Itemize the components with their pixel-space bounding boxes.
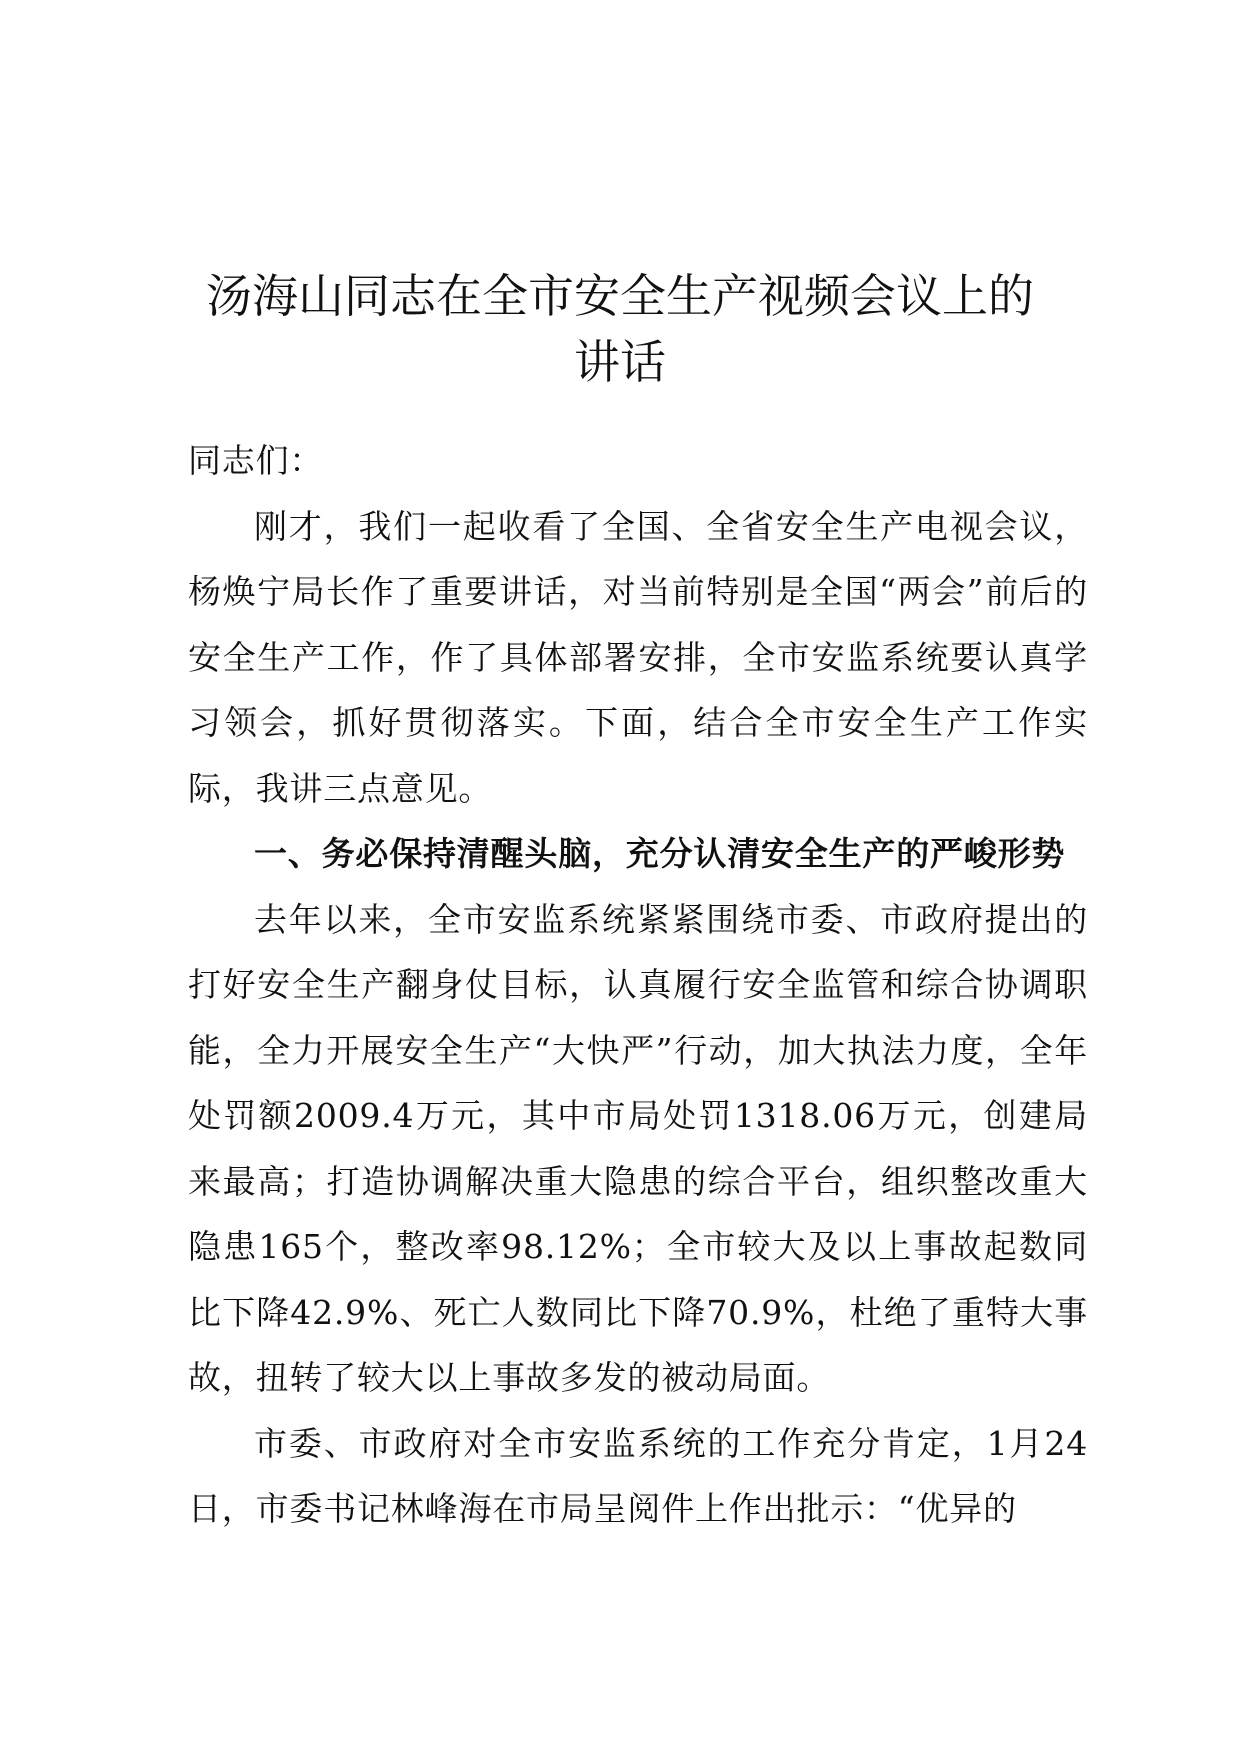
title-line-1: 汤海山同志在全市安全生产视频会议上的 xyxy=(206,268,1034,323)
paragraph-affirmation: 市委、市政府对全市安监系统的工作充分肯定，1月24日，市委书记林峰海在市局呈阅件上作出批示：“优异的 xyxy=(188,1423,1088,1528)
title-line-2: 讲话 xyxy=(574,334,666,389)
paragraph-achievements: 去年以来，全市安监系统紧紧围绕市委、市政府提出的打好安全生产翻身仗目标，认真履行安全监管和综合协调职能，全力开展安全生产“大快严”行动，加大执法力度，全年处罚额2009.4万元，其中市局处罚1318.06万元，创建局来最高；打造协调解决重大隐患的综合平台，组织整改重大隐患165个，整改率98.12%；全市较大及以上事故起数同比下降42.9%、死亡人数同比下降70.9%，杜绝了重特大事故，扭转了较大以上事故多发的被动局面。 xyxy=(188,899,1088,1397)
section-heading-1: 一、务必保持清醒头脑，充分认清安全生产的严峻形势 xyxy=(254,834,1066,873)
document-body xyxy=(188,428,1088,1542)
salutation: 同志们： xyxy=(188,441,324,480)
document-title xyxy=(150,263,1090,395)
paragraph-intro: 刚才，我们一起收看了全国、全省安全生产电视会议，杨焕宁局长作了重要讲话，对当前特别是全国“两会”前后的安全生产工作，作了具体部署安排，全市安监系统要认真学习领会，抓好贯彻落实。下面，结合全市安全生产工作实际，我讲三点意见。 xyxy=(188,506,1088,808)
